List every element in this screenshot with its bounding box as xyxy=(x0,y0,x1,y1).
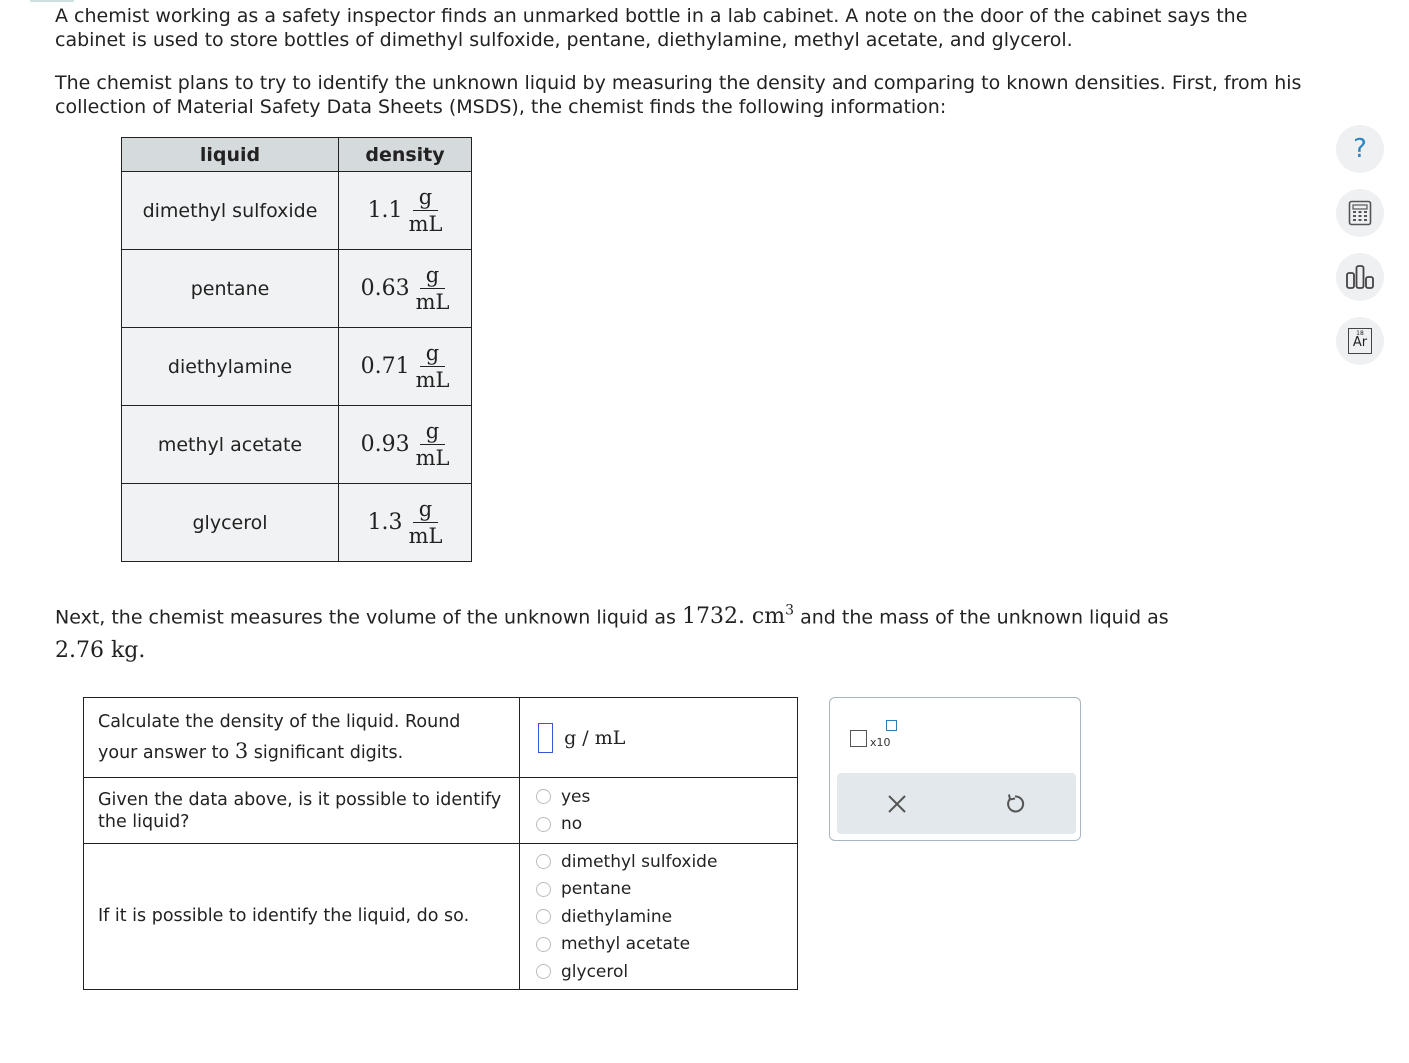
intro-paragraph-2: The chemist plans to try to identify the unknown liquid by measuring the density and comparing to known densities. First, from his collection of Material Safety Data Sheets (MSDS), the chemist finds the following information: xyxy=(55,72,1302,118)
msds-row xyxy=(122,172,472,250)
help-button[interactable] xyxy=(1336,125,1384,173)
liquid-option-glycerol[interactable] xyxy=(536,958,797,986)
liquid-option-diethylamine[interactable] xyxy=(536,903,797,931)
exponent-box-icon xyxy=(886,720,897,731)
close-icon xyxy=(887,794,907,814)
liquid-name: methyl acetate xyxy=(122,406,339,484)
option-label: diethylamine xyxy=(561,906,673,927)
density-unit: $\frac{g}{mL}$ xyxy=(415,340,450,392)
radio-button[interactable] xyxy=(536,817,551,832)
density-value: 0.63 xyxy=(360,276,410,301)
liquid-density xyxy=(339,406,472,484)
header-density: density xyxy=(339,138,472,172)
question-density: Calculate the density of the liquid. Round your answer to 3 significant digits. xyxy=(84,698,520,778)
volume-value: 1732. $cm^3$ xyxy=(681,603,795,630)
msds-table-body xyxy=(122,172,472,562)
density-unit: $\frac{g}{mL}$ xyxy=(415,262,450,314)
liquid-density xyxy=(339,484,472,562)
possible-option-yes[interactable] xyxy=(536,783,797,811)
header-liquid: liquid xyxy=(122,138,339,172)
answer-tools-panel xyxy=(829,697,1081,841)
question-identify: If it is possible to identify the liquid, do so. xyxy=(84,844,520,990)
radio-button[interactable] xyxy=(536,789,551,804)
msds-row xyxy=(122,406,472,484)
periodic-element-icon: 18 Ar xyxy=(1348,328,1372,354)
liquid-density xyxy=(339,250,472,328)
measurement-paragraph: Next, the chemist measures the volume of the unknown liquid as 1732. $cm^3$ and the mass of the unknown liquid as 2.76 kg. xyxy=(55,603,1169,664)
liquid-name: diethylamine xyxy=(122,328,339,406)
base-box-icon xyxy=(850,730,867,747)
liquid-option-pentane[interactable] xyxy=(536,875,797,903)
liquid-density xyxy=(339,328,472,406)
mass-value: 2.76 kg xyxy=(55,638,139,664)
liquid-option-methyl-acetate[interactable] xyxy=(536,930,797,958)
measurement-prefix: Next, the chemist measures the volume of the unknown liquid as xyxy=(55,606,676,629)
possible-option-no[interactable] xyxy=(536,811,797,839)
liquid-option-dimethyl-sulfoxide[interactable] xyxy=(536,848,797,876)
density-unit: $\frac{g}{mL}$ xyxy=(408,184,443,236)
density-units: g / mL xyxy=(564,726,626,749)
option-label: pentane xyxy=(561,879,632,899)
density-value: 0.71 xyxy=(360,354,410,379)
radio-button[interactable] xyxy=(536,882,551,897)
question-table xyxy=(83,697,798,990)
possible-options xyxy=(520,778,798,844)
option-label: methyl acetate xyxy=(561,934,691,954)
option-label: dimethyl sulfoxide xyxy=(561,851,718,872)
undo-button[interactable] xyxy=(1000,789,1030,819)
x10-label: x10 xyxy=(870,736,891,749)
density-value: 1.1 xyxy=(367,198,403,223)
radio-button[interactable] xyxy=(536,937,551,952)
msds-density-table xyxy=(121,137,472,562)
msds-row xyxy=(122,250,472,328)
density-input[interactable] xyxy=(538,723,553,753)
density-unit: $\frac{g}{mL}$ xyxy=(408,496,443,548)
liquid-name: glycerol xyxy=(122,484,339,562)
panel-action-bar xyxy=(837,773,1076,834)
option-label: glycerol xyxy=(561,961,629,982)
option-label: no xyxy=(561,814,583,835)
top-accent-line xyxy=(30,0,74,2)
data-chart-button[interactable] xyxy=(1336,253,1384,301)
density-value: 0.93 xyxy=(360,432,410,457)
density-answer-cell xyxy=(520,698,798,778)
scientific-notation-button[interactable] xyxy=(850,726,902,752)
intro-paragraph-1: A chemist working as a safety inspector finds an unmarked bottle in a lab cabinet. A note on the door of the cabinet says the cabinet is used to store bottles of dimethyl sulfoxide, pentane, diethylamine, methyl acetate, and glycerol. xyxy=(55,5,1248,51)
radio-button[interactable] xyxy=(536,854,551,869)
radio-button[interactable] xyxy=(536,909,551,924)
msds-row xyxy=(122,328,472,406)
liquid-name: pentane xyxy=(122,250,339,328)
density-unit: $\frac{g}{mL}$ xyxy=(415,418,450,470)
bar-chart-icon xyxy=(1345,264,1375,290)
measurement-middle: and the mass of the unknown liquid as xyxy=(800,606,1169,629)
msds-row xyxy=(122,484,472,562)
identify-options xyxy=(520,844,798,990)
calculator-button[interactable] xyxy=(1336,189,1384,237)
density-value: 1.3 xyxy=(367,510,403,535)
calculator-icon xyxy=(1348,200,1372,226)
option-label: yes xyxy=(561,786,591,807)
question-possible: Given the data above, is it possible to identify the liquid? xyxy=(84,778,520,844)
clear-button[interactable] xyxy=(882,789,912,819)
radio-button[interactable] xyxy=(536,964,551,979)
question-mark-icon: ? xyxy=(1353,134,1367,164)
undo-icon xyxy=(1004,793,1026,815)
periodic-table-button[interactable] xyxy=(1336,317,1384,365)
liquid-density xyxy=(339,172,472,250)
liquid-name: dimethyl sulfoxide xyxy=(122,172,339,250)
